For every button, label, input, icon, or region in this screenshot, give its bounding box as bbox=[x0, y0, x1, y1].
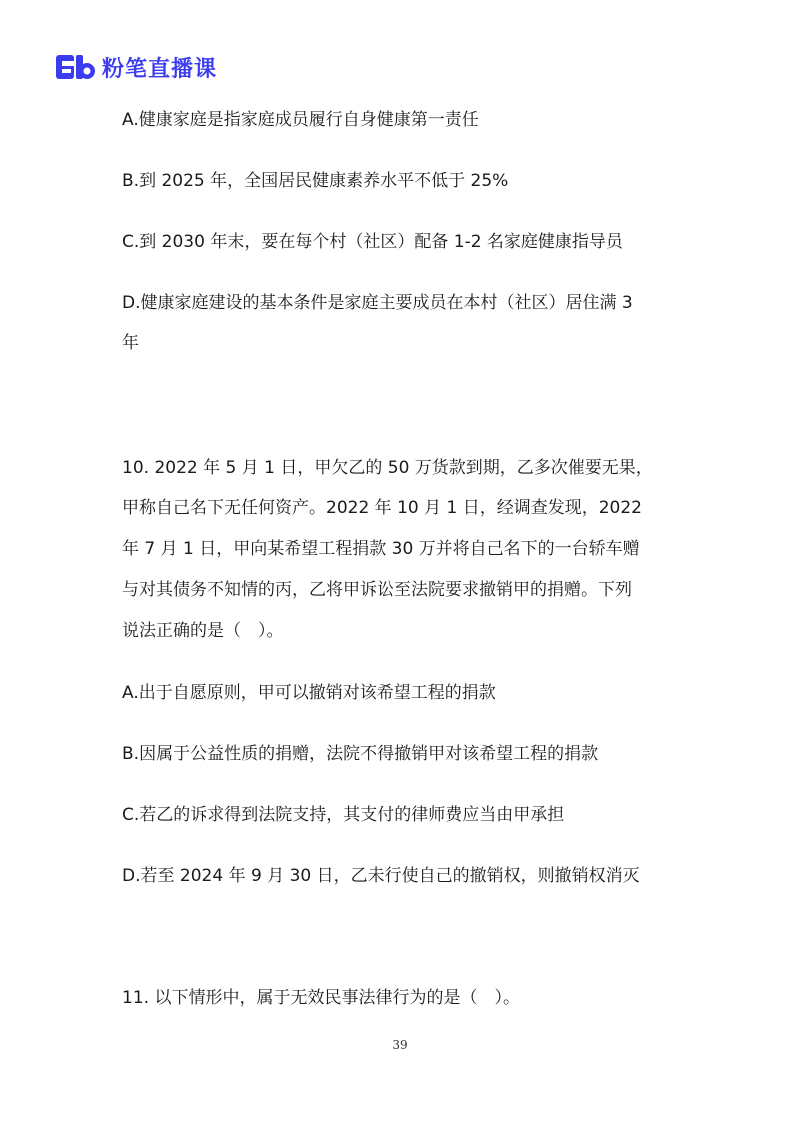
q10-stem-line: 说法正确的是（ ）。 bbox=[122, 621, 284, 641]
q10-stem-line: 甲称自己名下无任何资产。2022 年 10 月 1 日，经调查发现，2022 bbox=[122, 498, 642, 518]
page-header bbox=[56, 50, 217, 84]
q10-stem-line: 10. 2022 年 5 月 1 日，甲欠乙的 50 万货款到期，乙多次催要无果， bbox=[122, 458, 653, 478]
q9-option-d-line2: 年 bbox=[122, 333, 139, 353]
q11-stem: 11. 以下情形中，属于无效民事法律行为的是（ ）。 bbox=[122, 988, 520, 1008]
q9-option-b: B.到 2025 年，全国居民健康素养水平不低于 25% bbox=[122, 171, 509, 191]
q10-option-b: B.因属于公益性质的捐赠，法院不得撤销甲对该希望工程的捐款 bbox=[122, 744, 599, 764]
q10-stem-line: 年 7 月 1 日，甲向某希望工程捐款 30 万并将自己名下的一台轿车赠 bbox=[122, 539, 640, 559]
q10-option-a: A.出于自愿原则，甲可以撤销对该希望工程的捐款 bbox=[122, 683, 496, 703]
q9-option-d-line1: D.健康家庭建设的基本条件是家庭主要成员在本村（社区）居住满 3 bbox=[122, 293, 633, 313]
q10-option-d: D.若至 2024 年 9 月 30 日，乙未行使自己的撤销权，则撤销权消灭 bbox=[122, 866, 640, 886]
q10-stem-line: 与对其债务不知情的丙，乙将甲诉讼至法院要求撤销甲的捐赠。下列 bbox=[122, 580, 632, 600]
brand-name: 粉笔直播课 bbox=[102, 56, 218, 82]
q9-option-c: C.到 2030 年末，要在每个村（社区）配备 1-2 名家庭健康指导员 bbox=[122, 232, 623, 252]
q10-option-c: C.若乙的诉求得到法院支持，其支付的律师费应当由甲承担 bbox=[122, 805, 565, 825]
q9-option-a: A.健康家庭是指家庭成员履行自身健康第一责任 bbox=[122, 110, 479, 130]
fenbi-logo-icon bbox=[56, 52, 96, 82]
page-number: 39 bbox=[392, 1038, 408, 1052]
